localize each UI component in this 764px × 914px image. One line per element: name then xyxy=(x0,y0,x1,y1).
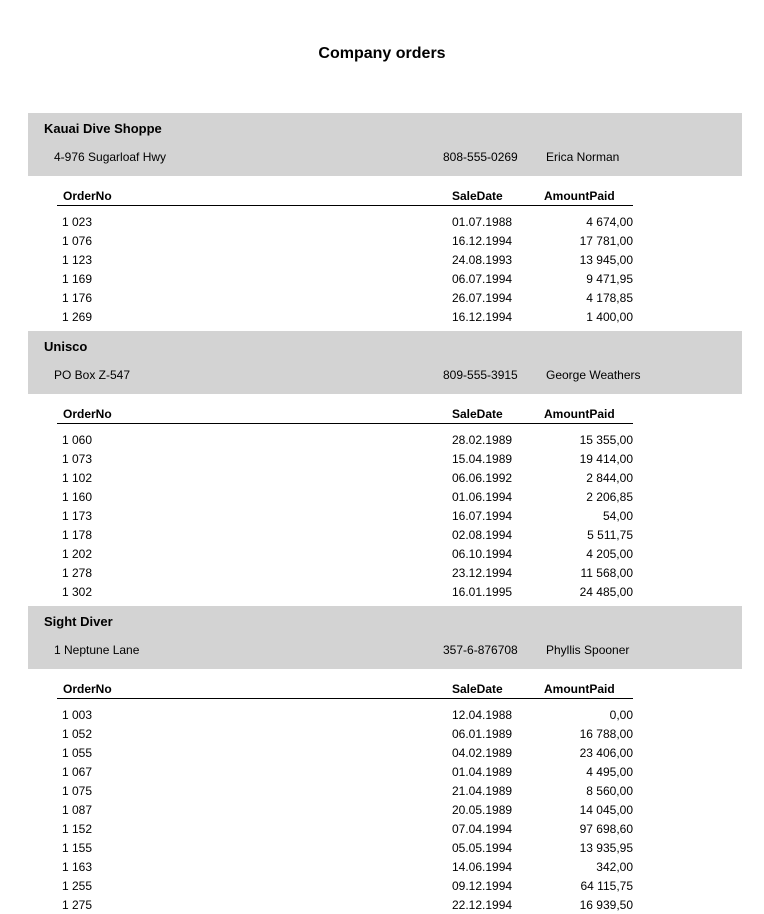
order-row xyxy=(0,877,764,896)
sale-date-cell: 24.08.1993 xyxy=(452,253,513,267)
report-body xyxy=(0,113,764,914)
company-contact: Erica Norman xyxy=(546,150,620,164)
orders-table-header-row xyxy=(0,188,764,205)
order-row xyxy=(0,308,764,327)
company-header-band xyxy=(28,606,742,669)
company-header-band xyxy=(28,113,742,176)
sale-date-cell: 16.12.1994 xyxy=(452,234,513,248)
order-row xyxy=(0,725,764,744)
table-header-rule xyxy=(57,698,633,699)
orders-rows xyxy=(0,213,764,327)
sale-date-cell: 05.05.1994 xyxy=(452,841,513,855)
company-name: Sight Diver xyxy=(44,614,113,629)
sale-date-cell: 09.12.1994 xyxy=(452,879,513,893)
amount-paid-cell: 5 511,75 xyxy=(587,528,633,542)
amount-paid-cell: 4 674,00 xyxy=(586,215,633,229)
order-row xyxy=(0,431,764,450)
amount-paid-cell: 64 115,75 xyxy=(580,879,633,893)
amount-paid-cell: 342,00 xyxy=(596,860,633,874)
order-no-cell: 1 073 xyxy=(62,452,93,466)
order-row xyxy=(0,763,764,782)
company-address: 1 Neptune Lane xyxy=(54,643,140,657)
company-header-band xyxy=(28,331,742,394)
sale-date-cell: 21.04.1989 xyxy=(452,784,513,798)
amount-paid-cell: 2 844,00 xyxy=(586,471,633,485)
amount-paid-cell: 17 781,00 xyxy=(579,234,633,248)
sale-date-cell: 16.01.1995 xyxy=(452,585,513,599)
order-row xyxy=(0,232,764,251)
amount-paid-cell: 19 414,00 xyxy=(579,452,633,466)
sale-date-cell: 01.07.1988 xyxy=(452,215,513,229)
order-row xyxy=(0,289,764,308)
order-no-cell: 1 075 xyxy=(62,784,93,798)
amount-paid-cell: 4 205,00 xyxy=(586,547,633,561)
amount-paid-cell: 11 568,00 xyxy=(580,566,633,580)
amount-paid-cell: 13 935,95 xyxy=(579,841,633,855)
order-no-cell: 1 173 xyxy=(62,509,93,523)
orders-table-header-row xyxy=(0,406,764,423)
amount-paid-cell: 4 178,85 xyxy=(586,291,633,305)
order-no-cell: 1 169 xyxy=(62,272,93,286)
sale-date-cell: 01.06.1994 xyxy=(452,490,513,504)
company-name: Kauai Dive Shoppe xyxy=(44,121,162,136)
column-header-orderno: OrderNo xyxy=(63,407,112,421)
amount-paid-cell: 13 945,00 xyxy=(579,253,633,267)
order-row xyxy=(0,545,764,564)
order-row xyxy=(0,839,764,858)
order-no-cell: 1 003 xyxy=(62,708,93,722)
order-row xyxy=(0,896,764,914)
sale-date-cell: 16.12.1994 xyxy=(452,310,513,324)
amount-paid-cell: 24 485,00 xyxy=(579,585,633,599)
order-no-cell: 1 060 xyxy=(62,433,93,447)
column-header-saledate: SaleDate xyxy=(452,682,503,696)
amount-paid-cell: 0,00 xyxy=(609,708,633,722)
company-contact: George Weathers xyxy=(546,368,641,382)
column-header-saledate: SaleDate xyxy=(452,407,503,421)
order-no-cell: 1 152 xyxy=(62,822,93,836)
order-row xyxy=(0,706,764,725)
column-header-amountpaid: AmountPaid xyxy=(544,407,615,421)
sale-date-cell: 06.07.1994 xyxy=(452,272,513,286)
order-no-cell: 1 302 xyxy=(62,585,93,599)
sale-date-cell: 15.04.1989 xyxy=(452,452,513,466)
order-no-cell: 1 076 xyxy=(62,234,93,248)
amount-paid-cell: 2 206,85 xyxy=(586,490,633,504)
company-section xyxy=(0,606,764,914)
column-header-orderno: OrderNo xyxy=(63,682,112,696)
amount-paid-cell: 15 355,00 xyxy=(579,433,633,447)
sale-date-cell: 12.04.1988 xyxy=(452,708,513,722)
sale-date-cell: 06.01.1989 xyxy=(452,727,513,741)
order-no-cell: 1 023 xyxy=(62,215,93,229)
order-no-cell: 1 102 xyxy=(62,471,93,485)
orders-rows xyxy=(0,706,764,914)
orders-table-header-row xyxy=(0,681,764,698)
orders-rows xyxy=(0,431,764,602)
sale-date-cell: 16.07.1994 xyxy=(452,509,513,523)
amount-paid-cell: 8 560,00 xyxy=(586,784,633,798)
order-no-cell: 1 155 xyxy=(62,841,93,855)
report-title: Company orders xyxy=(318,45,446,62)
order-no-cell: 1 202 xyxy=(62,547,93,561)
sale-date-cell: 20.05.1989 xyxy=(452,803,513,817)
order-row xyxy=(0,564,764,583)
order-no-cell: 1 275 xyxy=(62,898,93,912)
order-row xyxy=(0,270,764,289)
order-row xyxy=(0,507,764,526)
sale-date-cell: 07.04.1994 xyxy=(452,822,513,836)
sale-date-cell: 22.12.1994 xyxy=(452,898,513,912)
amount-paid-cell: 16 939,50 xyxy=(579,898,633,912)
sale-date-cell: 06.10.1994 xyxy=(452,547,513,561)
order-row xyxy=(0,583,764,602)
order-no-cell: 1 178 xyxy=(62,528,93,542)
amount-paid-cell: 54,00 xyxy=(602,509,633,523)
order-row xyxy=(0,251,764,270)
company-name: Unisco xyxy=(44,339,88,354)
sale-date-cell: 26.07.1994 xyxy=(452,291,513,305)
order-no-cell: 1 052 xyxy=(62,727,93,741)
order-no-cell: 1 255 xyxy=(62,879,93,893)
order-no-cell: 1 067 xyxy=(62,765,93,779)
order-no-cell: 1 163 xyxy=(62,860,93,874)
amount-paid-cell: 9 471,95 xyxy=(586,272,633,286)
company-phone: 357-6-876708 xyxy=(443,643,518,657)
column-header-amountpaid: AmountPaid xyxy=(544,189,615,203)
amount-paid-cell: 4 495,00 xyxy=(586,765,633,779)
sale-date-cell: 06.06.1992 xyxy=(452,471,513,485)
order-row xyxy=(0,469,764,488)
column-header-saledate: SaleDate xyxy=(452,189,503,203)
amount-paid-cell: 97 698,60 xyxy=(579,822,633,836)
order-no-cell: 1 087 xyxy=(62,803,93,817)
company-address: 4-976 Sugarloaf Hwy xyxy=(54,150,167,164)
order-row xyxy=(0,801,764,820)
order-row xyxy=(0,820,764,839)
order-no-cell: 1 176 xyxy=(62,291,93,305)
order-no-cell: 1 160 xyxy=(62,490,93,504)
amount-paid-cell: 14 045,00 xyxy=(579,803,633,817)
amount-paid-cell: 23 406,00 xyxy=(579,746,633,760)
order-no-cell: 1 123 xyxy=(62,253,93,267)
order-no-cell: 1 269 xyxy=(62,310,93,324)
sale-date-cell: 01.04.1989 xyxy=(452,765,513,779)
amount-paid-cell: 1 400,00 xyxy=(586,310,633,324)
sale-date-cell: 28.02.1989 xyxy=(452,433,513,447)
company-address: PO Box Z-547 xyxy=(54,368,131,382)
company-phone: 808-555-0269 xyxy=(443,150,518,164)
company-section xyxy=(0,113,764,327)
column-header-amountpaid: AmountPaid xyxy=(544,682,615,696)
order-row xyxy=(0,526,764,545)
table-header-rule xyxy=(57,423,633,424)
company-contact: Phyllis Spooner xyxy=(546,643,630,657)
order-row xyxy=(0,450,764,469)
sale-date-cell: 02.08.1994 xyxy=(452,528,513,542)
column-header-orderno: OrderNo xyxy=(63,189,112,203)
table-header-rule xyxy=(57,205,633,206)
sale-date-cell: 04.02.1989 xyxy=(452,746,513,760)
order-no-cell: 1 278 xyxy=(62,566,93,580)
sale-date-cell: 23.12.1994 xyxy=(452,566,513,580)
company-section xyxy=(0,331,764,602)
order-row xyxy=(0,782,764,801)
order-row xyxy=(0,858,764,877)
order-row xyxy=(0,488,764,507)
order-row xyxy=(0,213,764,232)
order-no-cell: 1 055 xyxy=(62,746,93,760)
sale-date-cell: 14.06.1994 xyxy=(452,860,513,874)
company-phone: 809-555-3915 xyxy=(443,368,518,382)
order-row xyxy=(0,744,764,763)
amount-paid-cell: 16 788,00 xyxy=(579,727,633,741)
